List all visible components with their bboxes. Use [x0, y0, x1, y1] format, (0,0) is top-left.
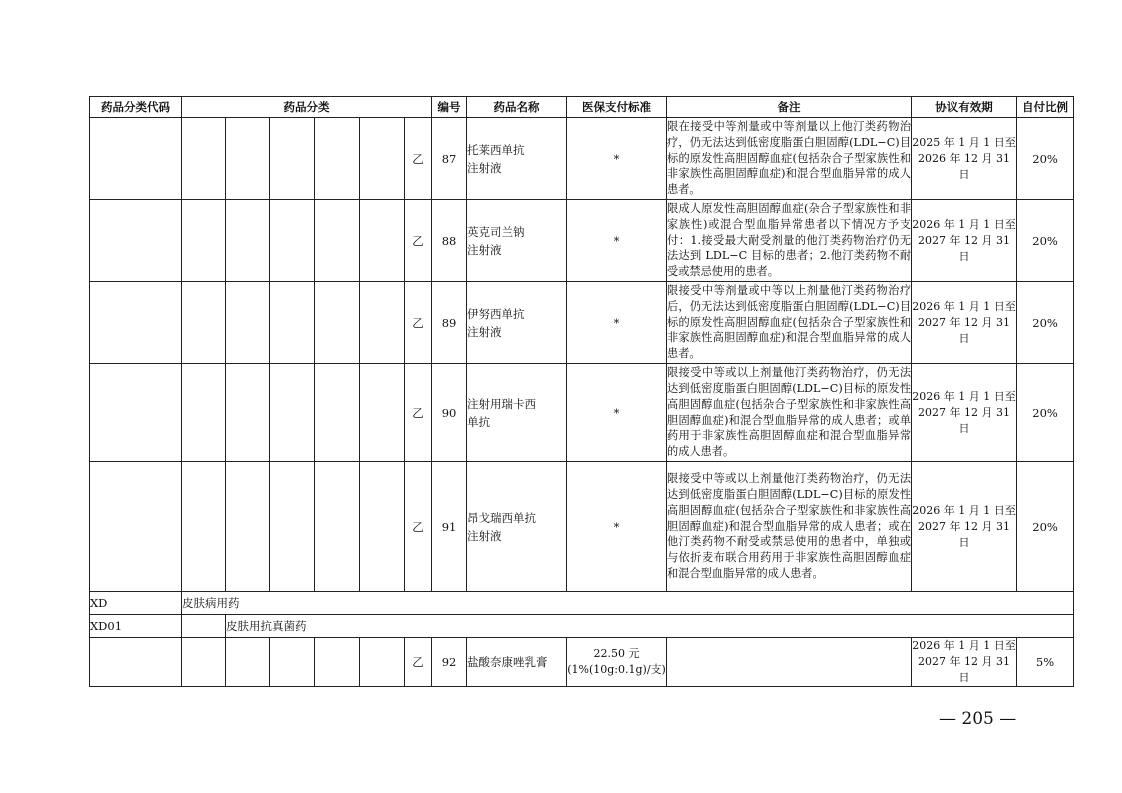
self-pay-ratio: 20% — [1017, 282, 1074, 364]
drug-name: 昂戈瑞西单抗 注射液 — [467, 462, 567, 592]
drug-type: 乙 — [405, 200, 432, 282]
payment-standard: * — [567, 200, 667, 282]
drug-number: 92 — [432, 638, 467, 687]
table-row — [90, 462, 1074, 592]
drug-catalog-table — [89, 96, 1074, 687]
remark-text: 限接受中等或以上剂量他汀类药物治疗，仍无法达到低密度脂蛋白胆固醇(LDL−C)目标的原发性高胆固醇血症(包括杂合子型家族性和非家族性高胆固醇血症)和混合型血脂异常的成人患者；或单药用于非家族性高胆固醇血症和混合型血脂异常的成人患者。 — [667, 364, 912, 462]
payment-standard: * — [567, 462, 667, 592]
header-remark: 备注 — [667, 97, 912, 118]
drug-number: 88 — [432, 200, 467, 282]
payment-standard: * — [567, 118, 667, 200]
remark-text — [667, 638, 912, 687]
validity-period: 2025 年 1 月 1 日至 2026 年 12 月 31 日 — [912, 118, 1017, 200]
validity-period: 2026 年 1 月 1 日至 2027 年 12 月 31 日 — [912, 364, 1017, 462]
category-label: 皮肤病用药 — [182, 592, 1074, 615]
header-standard: 医保支付标准 — [567, 97, 667, 118]
drug-type: 乙 — [405, 282, 432, 364]
header-ratio: 自付比例 — [1017, 97, 1074, 118]
page-number: — 205 — — [939, 709, 1017, 729]
drug-type: 乙 — [405, 364, 432, 462]
table-header-row — [90, 97, 1074, 118]
drug-type: 乙 — [405, 118, 432, 200]
category-row — [90, 615, 1074, 638]
drug-number: 90 — [432, 364, 467, 462]
drug-name: 盐酸奈康唑乳膏 — [467, 638, 567, 687]
payment-standard: * — [567, 364, 667, 462]
remark-text: 限接受中等剂量或中等以上剂量他汀类药物治疗后，仍无法达到低密度脂蛋白胆固醇(LDL−C)目标的原发性高胆固醇血症(包括杂合子型家族性和非家族性高胆固醇血症)和混合型血脂异常的成人患者。 — [667, 282, 912, 364]
table-row — [90, 638, 1074, 687]
drug-name: 托莱西单抗 注射液 — [467, 118, 567, 200]
self-pay-ratio: 20% — [1017, 118, 1074, 200]
validity-period: 2026 年 1 月 1 日至 2027 年 12 月 31 日 — [912, 282, 1017, 364]
category-label: 皮肤用抗真菌药 — [226, 615, 1074, 638]
drug-name: 英克司兰钠 注射液 — [467, 200, 567, 282]
remark-text: 限成人原发性高胆固醇血症(杂合子型家族性和非家族性)或混合型血脂异常患者以下情况方予支付：1.接受最大耐受剂量的他汀类药物治疗仍无法达到 LDL−C 目标的患者；2.他汀类药物不耐受或禁忌使用的患者。 — [667, 200, 912, 282]
validity-period: 2026 年 1 月 1 日至 2027 年 12 月 31 日 — [912, 462, 1017, 592]
remark-text: 限在接受中等剂量或中等剂量以上他汀类药物治疗，仍无法达到低密度脂蛋白胆固醇(LDL−C)目标的原发性高胆固醇血症(包括杂合子型家族性和非家族性高胆固醇血症)和混合型血脂异常的成人患者。 — [667, 118, 912, 200]
header-category: 药品分类 — [182, 97, 432, 118]
header-code: 药品分类代码 — [90, 97, 182, 118]
self-pay-ratio: 20% — [1017, 200, 1074, 282]
table-row — [90, 364, 1074, 462]
header-name: 药品名称 — [467, 97, 567, 118]
category-row — [90, 592, 1074, 615]
self-pay-ratio: 20% — [1017, 462, 1074, 592]
table-row — [90, 200, 1074, 282]
category-code: XD01 — [90, 615, 182, 638]
payment-standard: 22.50 元 (1%(10g:0.1g)/支) — [567, 638, 667, 687]
drug-number: 89 — [432, 282, 467, 364]
self-pay-ratio: 20% — [1017, 364, 1074, 462]
drug-type: 乙 — [405, 462, 432, 592]
header-period: 协议有效期 — [912, 97, 1017, 118]
validity-period: 2026 年 1 月 1 日至 2027 年 12 月 31 日 — [912, 638, 1017, 687]
self-pay-ratio: 5% — [1017, 638, 1074, 687]
validity-period: 2026 年 1 月 1 日至 2027 年 12 月 31 日 — [912, 200, 1017, 282]
table-row — [90, 282, 1074, 364]
drug-name: 伊努西单抗 注射液 — [467, 282, 567, 364]
category-code: XD — [90, 592, 182, 615]
drug-number: 87 — [432, 118, 467, 200]
header-number: 编号 — [432, 97, 467, 118]
drug-name: 注射用瑞卡西 单抗 — [467, 364, 567, 462]
payment-standard: * — [567, 282, 667, 364]
drug-type: 乙 — [405, 638, 432, 687]
drug-number: 91 — [432, 462, 467, 592]
remark-text: 限接受中等或以上剂量他汀类药物治疗，仍无法达到低密度脂蛋白胆固醇(LDL−C)目标的原发性高胆固醇血症(包括杂合子型家族性和非家族性高胆固醇血症)和混合型血脂异常的成人患者；或在他汀类药物不耐受或禁忌使用的患者中，单独或与依折麦布联合用药用于非家族性高胆固醇血症和混合型血脂异常的成人患者。 — [667, 462, 912, 592]
table-row — [90, 118, 1074, 200]
